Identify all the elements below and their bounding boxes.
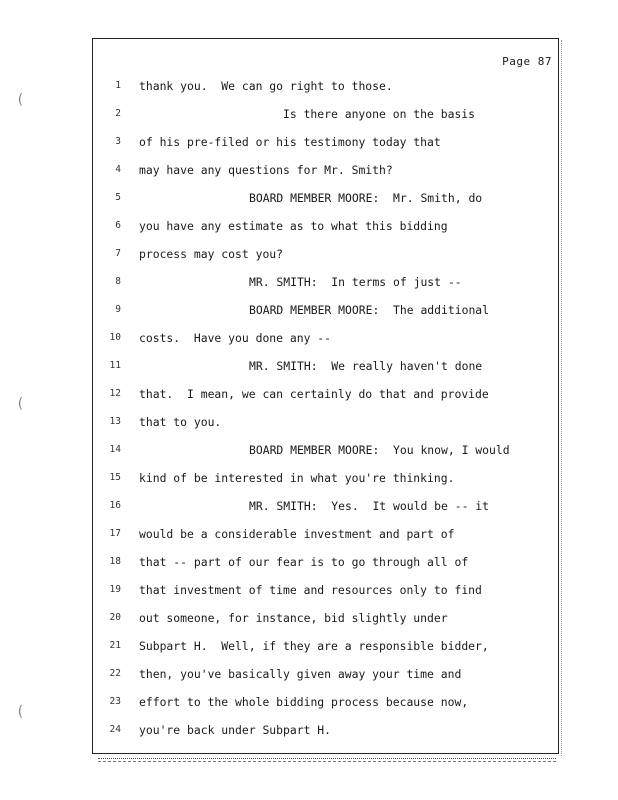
line-text: process may cost you?	[139, 247, 284, 261]
line-number: 7	[115, 248, 121, 259]
line-number: 10	[109, 332, 121, 343]
line-number: 18	[109, 556, 121, 567]
transcript-line	[93, 555, 558, 583]
transcript-line	[93, 331, 558, 359]
line-number: 14	[109, 444, 121, 455]
transcript-line	[93, 639, 558, 667]
line-text: you have any estimate as to what this bidding	[139, 219, 448, 233]
line-text: effort to the whole bidding process because now,	[139, 695, 469, 709]
transcript-line	[93, 135, 558, 163]
line-text: that to you.	[139, 415, 222, 429]
line-text: out someone, for instance, bid slightly under	[139, 611, 448, 625]
line-text: of his pre-filed or his testimony today that	[139, 135, 441, 149]
line-number: 20	[109, 612, 121, 623]
margin-mark-top: (	[16, 92, 25, 108]
line-number: 5	[115, 192, 121, 203]
line-text: BOARD MEMBER MOORE: You know, I would	[249, 443, 510, 457]
line-number: 17	[109, 528, 121, 539]
transcript-line	[93, 695, 558, 723]
line-text: kind of be interested in what you're thinking.	[139, 471, 455, 485]
line-number: 2	[115, 108, 121, 119]
line-number: 12	[109, 388, 121, 399]
margin-mark-bottom: (	[16, 704, 25, 720]
page-number: Page 87	[502, 55, 552, 68]
line-text: MR. SMITH: Yes. It would be -- it	[249, 499, 490, 513]
transcript-line	[93, 79, 558, 107]
line-number: 8	[115, 276, 121, 287]
line-number: 23	[109, 696, 121, 707]
transcript-line	[93, 219, 558, 247]
line-number: 4	[115, 164, 121, 175]
line-text: BOARD MEMBER MOORE: The additional	[249, 303, 490, 317]
scan-edge-bottom	[98, 758, 556, 762]
line-text: MR. SMITH: We really haven't done	[249, 359, 483, 373]
transcript-line	[93, 191, 558, 219]
line-number: 22	[109, 668, 121, 679]
transcript-line	[93, 527, 558, 555]
line-number: 1	[115, 80, 121, 91]
transcript-line	[93, 107, 558, 135]
line-number: 13	[109, 416, 121, 427]
line-text: that investment of time and resources only to find	[139, 583, 482, 597]
transcript-line	[93, 499, 558, 527]
line-text: that. I mean, we can certainly do that and provide	[139, 387, 489, 401]
transcript-line	[93, 303, 558, 331]
transcript-line	[93, 247, 558, 275]
line-text: MR. SMITH: In terms of just --	[249, 275, 462, 289]
line-text: costs. Have you done any --	[139, 331, 332, 345]
transcript-page	[92, 38, 559, 754]
line-text: that -- part of our fear is to go through all of	[139, 555, 469, 569]
line-number: 11	[109, 360, 121, 371]
transcript-line	[93, 387, 558, 415]
line-text: then, you've basically given away your time and	[139, 667, 462, 681]
transcript-line	[93, 667, 558, 695]
line-text: BOARD MEMBER MOORE: Mr. Smith, do	[249, 191, 483, 205]
line-number: 15	[109, 472, 121, 483]
transcript-line	[93, 275, 558, 303]
line-number: 9	[115, 304, 121, 315]
line-text: Subpart H. Well, if they are a responsible bidder,	[139, 639, 489, 653]
line-text: may have any questions for Mr. Smith?	[139, 163, 393, 177]
transcript-line	[93, 611, 558, 639]
transcript-line	[93, 415, 558, 443]
line-number: 6	[115, 220, 121, 231]
line-text: would be a considerable investment and part of	[139, 527, 455, 541]
transcript-line	[93, 163, 558, 191]
line-text: thank you. We can go right to those.	[139, 79, 393, 93]
line-number: 16	[109, 500, 121, 511]
line-number: 19	[109, 584, 121, 595]
scan-edge-right	[561, 40, 564, 756]
transcript-line	[93, 583, 558, 611]
margin-mark-middle: (	[16, 396, 25, 412]
transcript-line	[93, 471, 558, 499]
line-number: 21	[109, 640, 121, 651]
line-number: 3	[115, 136, 121, 147]
line-number: 24	[109, 724, 121, 735]
line-text: Is there anyone on the basis	[283, 107, 476, 121]
transcript-line	[93, 723, 558, 751]
transcript-line	[93, 359, 558, 387]
line-text: you're back under Subpart H.	[139, 723, 332, 737]
transcript-lines	[93, 79, 558, 751]
transcript-line	[93, 443, 558, 471]
